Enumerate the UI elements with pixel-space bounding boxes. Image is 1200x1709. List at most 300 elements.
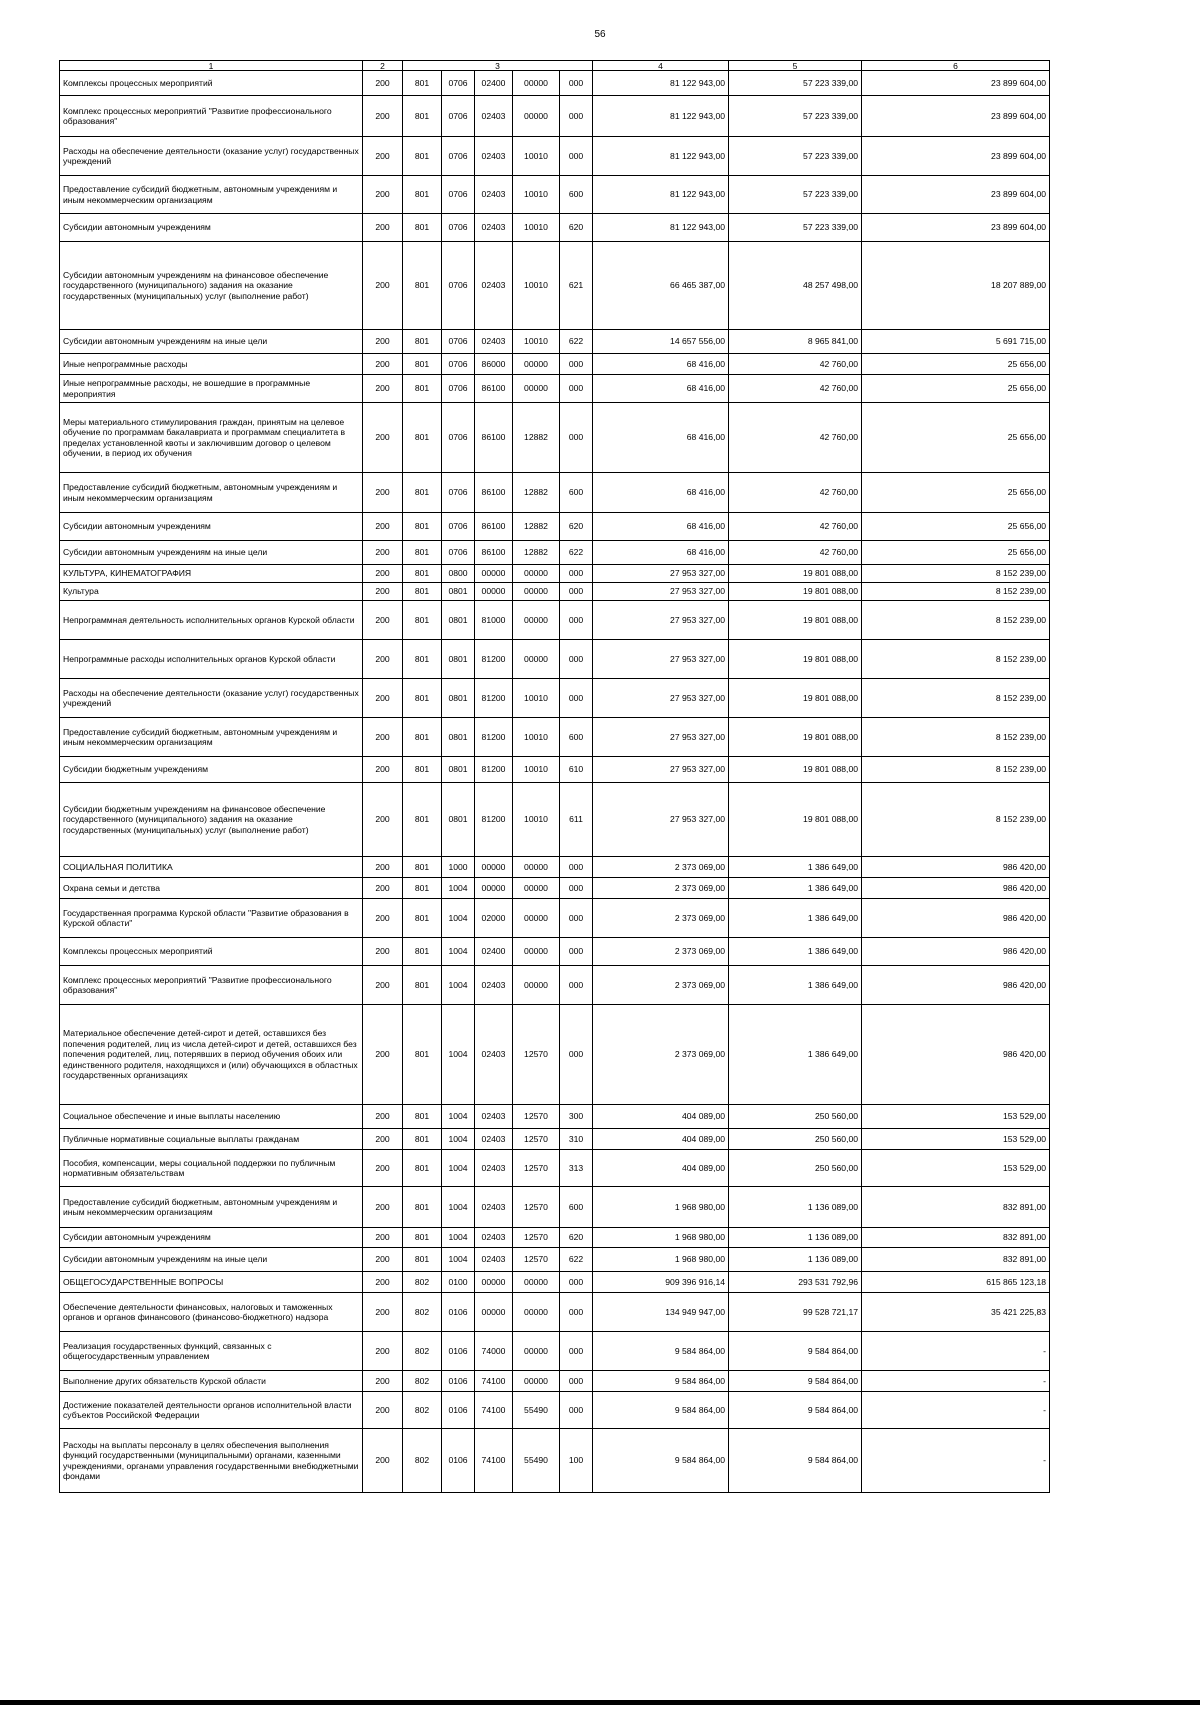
direction-code-cell: 00000 (513, 375, 560, 403)
expense-type-cell: 621 (560, 242, 593, 330)
col5-amount-cell: 42 760,00 (729, 541, 862, 565)
direction-code-cell: 12570 (513, 1129, 560, 1150)
col2-code-cell: 200 (363, 1272, 403, 1293)
col4-amount-cell: 404 089,00 (593, 1129, 729, 1150)
section-code-cell: 1004 (442, 966, 475, 1005)
col5-amount-cell: 1 386 649,00 (729, 857, 862, 878)
admin-code-cell: 801 (403, 403, 442, 473)
col5-amount-cell: 8 965 841,00 (729, 330, 862, 354)
program-code-cell: 02403 (475, 330, 513, 354)
col6-amount-cell: 615 865 123,18 (862, 1272, 1050, 1293)
expense-type-cell: 000 (560, 375, 593, 403)
expense-type-cell: 000 (560, 137, 593, 176)
section-code-cell: 0706 (442, 354, 475, 375)
direction-code-cell: 00000 (513, 583, 560, 601)
expense-type-cell: 000 (560, 899, 593, 938)
col5-amount-cell: 48 257 498,00 (729, 242, 862, 330)
admin-code-cell: 801 (403, 375, 442, 403)
section-code-cell: 0706 (442, 375, 475, 403)
section-code-cell: 0706 (442, 242, 475, 330)
program-code-cell: 02400 (475, 938, 513, 966)
col2-code-cell: 200 (363, 242, 403, 330)
section-code-cell: 1004 (442, 878, 475, 899)
admin-code-cell: 802 (403, 1392, 442, 1429)
program-code-cell: 86100 (475, 541, 513, 565)
expense-type-cell: 000 (560, 565, 593, 583)
expense-type-cell: 313 (560, 1150, 593, 1187)
row-name-cell: Расходы на обеспечение деятельности (оказание услуг) государственных учреждений (60, 137, 363, 176)
section-code-cell: 1004 (442, 1248, 475, 1272)
col5-amount-cell: 57 223 339,00 (729, 96, 862, 137)
col6-amount-cell: 986 420,00 (862, 966, 1050, 1005)
row-name-cell: Реализация государственных функций, связанных с общегосударственным управлением (60, 1332, 363, 1371)
col2-code-cell: 200 (363, 330, 403, 354)
direction-code-cell: 00000 (513, 1371, 560, 1392)
col4-amount-cell: 27 953 327,00 (593, 783, 729, 857)
row-name-cell: Меры материального стимулирования граждан, принятым на целевое обучение по программам бакалавриата и программам специалитета в пределах установленной квоты и заключившим договор о целевом обучении, в период их обучения (60, 403, 363, 473)
col6-amount-cell: 23 899 604,00 (862, 214, 1050, 242)
col2-code-cell: 200 (363, 1129, 403, 1150)
col2-code-cell: 200 (363, 71, 403, 96)
direction-code-cell: 10010 (513, 176, 560, 214)
col5-amount-cell: 19 801 088,00 (729, 640, 862, 679)
col5-amount-cell: 9 584 864,00 (729, 1392, 862, 1429)
table-row (60, 242, 1050, 330)
program-code-cell: 02403 (475, 1228, 513, 1248)
col5-amount-cell: 9 584 864,00 (729, 1371, 862, 1392)
program-code-cell: 81200 (475, 783, 513, 857)
section-code-cell: 1004 (442, 938, 475, 966)
row-name-cell: Обеспечение деятельности финансовых, налоговых и таможенных органов и органов финансового (финансово-бюджетного) надзора (60, 1293, 363, 1332)
admin-code-cell: 801 (403, 1187, 442, 1228)
col2-code-cell: 200 (363, 1371, 403, 1392)
direction-code-cell: 10010 (513, 757, 560, 783)
col2-code-cell: 200 (363, 1293, 403, 1332)
table-row (60, 857, 1050, 878)
table-row (60, 1293, 1050, 1332)
col6-amount-cell: 832 891,00 (862, 1248, 1050, 1272)
table-row (60, 330, 1050, 354)
direction-code-cell: 00000 (513, 1272, 560, 1293)
program-code-cell: 02403 (475, 966, 513, 1005)
table-row (60, 1150, 1050, 1187)
admin-code-cell: 801 (403, 565, 442, 583)
program-code-cell: 86100 (475, 513, 513, 541)
table-row (60, 1332, 1050, 1371)
program-code-cell: 81200 (475, 757, 513, 783)
row-name-cell: Иные непрограммные расходы, не вошедшие в программные мероприятия (60, 375, 363, 403)
col6-amount-cell: 986 420,00 (862, 938, 1050, 966)
expense-type-cell: 000 (560, 679, 593, 718)
expense-type-cell: 000 (560, 1392, 593, 1429)
table-row (60, 1187, 1050, 1228)
col5-amount-cell: 19 801 088,00 (729, 718, 862, 757)
header-cell-col2: 2 (363, 61, 403, 71)
col5-amount-cell: 57 223 339,00 (729, 176, 862, 214)
section-code-cell: 1004 (442, 1187, 475, 1228)
direction-code-cell: 12570 (513, 1187, 560, 1228)
col2-code-cell: 200 (363, 583, 403, 601)
col2-code-cell: 200 (363, 601, 403, 640)
col4-amount-cell: 909 396 916,14 (593, 1272, 729, 1293)
admin-code-cell: 801 (403, 1129, 442, 1150)
col5-amount-cell: 19 801 088,00 (729, 565, 862, 583)
expense-type-cell: 600 (560, 718, 593, 757)
col6-amount-cell: 986 420,00 (862, 878, 1050, 899)
col2-code-cell: 200 (363, 1105, 403, 1129)
table-row (60, 899, 1050, 938)
program-code-cell: 81000 (475, 601, 513, 640)
col5-amount-cell: 42 760,00 (729, 473, 862, 513)
row-name-cell: Расходы на выплаты персоналу в целях обеспечения выполнения функций государственными (муниципальными) органами, казенными учреждениями, органами управления государственными внебюджетными фондами (60, 1429, 363, 1493)
section-code-cell: 1004 (442, 1005, 475, 1105)
expense-type-cell: 000 (560, 96, 593, 137)
program-code-cell: 02403 (475, 176, 513, 214)
col2-code-cell: 200 (363, 214, 403, 242)
row-name-cell: Предоставление субсидий бюджетным, автономным учреждениям и иным некоммерческим организациям (60, 473, 363, 513)
col2-code-cell: 200 (363, 565, 403, 583)
section-code-cell: 0706 (442, 513, 475, 541)
direction-code-cell: 10010 (513, 679, 560, 718)
expense-type-cell: 600 (560, 176, 593, 214)
admin-code-cell: 801 (403, 757, 442, 783)
section-code-cell: 0706 (442, 71, 475, 96)
expense-type-cell: 000 (560, 1371, 593, 1392)
expense-type-cell: 620 (560, 513, 593, 541)
section-code-cell: 0100 (442, 1272, 475, 1293)
col6-amount-cell: - (862, 1429, 1050, 1493)
table-row (60, 473, 1050, 513)
col4-amount-cell: 404 089,00 (593, 1105, 729, 1129)
col4-amount-cell: 9 584 864,00 (593, 1392, 729, 1429)
col5-amount-cell: 250 560,00 (729, 1150, 862, 1187)
direction-code-cell: 00000 (513, 601, 560, 640)
expense-type-cell: 620 (560, 214, 593, 242)
table-row (60, 403, 1050, 473)
admin-code-cell: 801 (403, 583, 442, 601)
col2-code-cell: 200 (363, 757, 403, 783)
admin-code-cell: 801 (403, 354, 442, 375)
col2-code-cell: 200 (363, 354, 403, 375)
table-row (60, 513, 1050, 541)
table-row (60, 679, 1050, 718)
header-cell-col5: 5 (729, 61, 862, 71)
row-name-cell: Культура (60, 583, 363, 601)
col5-amount-cell: 19 801 088,00 (729, 601, 862, 640)
header-cell-col4: 4 (593, 61, 729, 71)
direction-code-cell: 00000 (513, 96, 560, 137)
admin-code-cell: 801 (403, 718, 442, 757)
col5-amount-cell: 1 136 089,00 (729, 1248, 862, 1272)
admin-code-cell: 802 (403, 1371, 442, 1392)
program-code-cell: 02403 (475, 1005, 513, 1105)
col2-code-cell: 200 (363, 96, 403, 137)
col4-amount-cell: 404 089,00 (593, 1150, 729, 1187)
col6-amount-cell: 23 899 604,00 (862, 96, 1050, 137)
program-code-cell: 02403 (475, 1150, 513, 1187)
direction-code-cell: 10010 (513, 718, 560, 757)
program-code-cell: 00000 (475, 565, 513, 583)
row-name-cell: Предоставление субсидий бюджетным, автономным учреждениям и иным некоммерческим организациям (60, 1187, 363, 1228)
direction-code-cell: 00000 (513, 71, 560, 96)
col5-amount-cell: 9 584 864,00 (729, 1429, 862, 1493)
expense-type-cell: 310 (560, 1129, 593, 1150)
expense-type-cell: 610 (560, 757, 593, 783)
col2-code-cell: 200 (363, 1228, 403, 1248)
col5-amount-cell: 9 584 864,00 (729, 1332, 862, 1371)
admin-code-cell: 801 (403, 1150, 442, 1187)
section-code-cell: 1004 (442, 1228, 475, 1248)
program-code-cell: 00000 (475, 878, 513, 899)
row-name-cell: Достижение показателей деятельности органов исполнительной власти субъектов Российской Федерации (60, 1392, 363, 1429)
col4-amount-cell: 27 953 327,00 (593, 583, 729, 601)
row-name-cell: Охрана семьи и детства (60, 878, 363, 899)
col4-amount-cell: 2 373 069,00 (593, 938, 729, 966)
expense-type-cell: 600 (560, 1187, 593, 1228)
col4-amount-cell: 68 416,00 (593, 473, 729, 513)
col2-code-cell: 200 (363, 513, 403, 541)
col5-amount-cell: 1 136 089,00 (729, 1187, 862, 1228)
expense-type-cell: 000 (560, 640, 593, 679)
admin-code-cell: 801 (403, 1005, 442, 1105)
section-code-cell: 0706 (442, 541, 475, 565)
section-code-cell: 1000 (442, 857, 475, 878)
expense-type-cell: 000 (560, 583, 593, 601)
admin-code-cell: 801 (403, 966, 442, 1005)
row-name-cell: Субсидии бюджетным учреждениям (60, 757, 363, 783)
admin-code-cell: 801 (403, 1228, 442, 1248)
direction-code-cell: 10010 (513, 330, 560, 354)
col6-amount-cell: 832 891,00 (862, 1187, 1050, 1228)
expense-type-cell: 620 (560, 1228, 593, 1248)
expense-type-cell: 622 (560, 541, 593, 565)
expense-type-cell: 600 (560, 473, 593, 513)
program-code-cell: 02400 (475, 71, 513, 96)
col6-amount-cell: 25 656,00 (862, 354, 1050, 375)
row-name-cell: Предоставление субсидий бюджетным, автономным учреждениям и иным некоммерческим организациям (60, 176, 363, 214)
col2-code-cell: 200 (363, 899, 403, 938)
expense-type-cell: 000 (560, 1005, 593, 1105)
col6-amount-cell: 25 656,00 (862, 473, 1050, 513)
direction-code-cell: 12882 (513, 473, 560, 513)
col6-amount-cell: 23 899 604,00 (862, 176, 1050, 214)
col4-amount-cell: 81 122 943,00 (593, 71, 729, 96)
col5-amount-cell: 250 560,00 (729, 1129, 862, 1150)
admin-code-cell: 801 (403, 878, 442, 899)
row-name-cell: Субсидии автономным учреждениям на иные цели (60, 330, 363, 354)
direction-code-cell: 00000 (513, 565, 560, 583)
col4-amount-cell: 1 968 980,00 (593, 1248, 729, 1272)
col2-code-cell: 200 (363, 176, 403, 214)
expense-type-cell: 300 (560, 1105, 593, 1129)
col6-amount-cell: 25 656,00 (862, 403, 1050, 473)
col6-amount-cell: 25 656,00 (862, 513, 1050, 541)
table-row (60, 757, 1050, 783)
admin-code-cell: 802 (403, 1272, 442, 1293)
table-row (60, 71, 1050, 96)
col6-amount-cell: 8 152 239,00 (862, 783, 1050, 857)
budget-table (59, 60, 1050, 1493)
col6-amount-cell: 153 529,00 (862, 1105, 1050, 1129)
row-name-cell: Комплексы процессных мероприятий (60, 71, 363, 96)
expense-type-cell: 622 (560, 1248, 593, 1272)
table-row (60, 137, 1050, 176)
col2-code-cell: 200 (363, 966, 403, 1005)
col4-amount-cell: 27 953 327,00 (593, 565, 729, 583)
row-name-cell: Комплексы процессных мероприятий (60, 938, 363, 966)
direction-code-cell: 12882 (513, 513, 560, 541)
admin-code-cell: 801 (403, 71, 442, 96)
col6-amount-cell: 8 152 239,00 (862, 757, 1050, 783)
col5-amount-cell: 250 560,00 (729, 1105, 862, 1129)
col5-amount-cell: 19 801 088,00 (729, 783, 862, 857)
col5-amount-cell: 1 386 649,00 (729, 899, 862, 938)
expense-type-cell: 000 (560, 938, 593, 966)
col2-code-cell: 200 (363, 1332, 403, 1371)
program-code-cell: 74100 (475, 1392, 513, 1429)
row-name-cell: СОЦИАЛЬНАЯ ПОЛИТИКА (60, 857, 363, 878)
col4-amount-cell: 27 953 327,00 (593, 601, 729, 640)
program-code-cell: 81200 (475, 718, 513, 757)
direction-code-cell: 12570 (513, 1150, 560, 1187)
program-code-cell: 81200 (475, 640, 513, 679)
section-code-cell: 0706 (442, 176, 475, 214)
col4-amount-cell: 134 949 947,00 (593, 1293, 729, 1332)
col6-amount-cell: 986 420,00 (862, 899, 1050, 938)
section-code-cell: 0706 (442, 330, 475, 354)
table-row (60, 1228, 1050, 1248)
expense-type-cell: 000 (560, 1332, 593, 1371)
direction-code-cell: 00000 (513, 857, 560, 878)
table-row (60, 601, 1050, 640)
table-row (60, 718, 1050, 757)
direction-code-cell: 12882 (513, 403, 560, 473)
table-row (60, 966, 1050, 1005)
col5-amount-cell: 1 386 649,00 (729, 878, 862, 899)
col5-amount-cell: 1 386 649,00 (729, 966, 862, 1005)
header-cell-col6: 6 (862, 61, 1050, 71)
col6-amount-cell: - (862, 1392, 1050, 1429)
col6-amount-cell: 35 421 225,83 (862, 1293, 1050, 1332)
col5-amount-cell: 42 760,00 (729, 513, 862, 541)
direction-code-cell: 00000 (513, 966, 560, 1005)
col5-amount-cell: 293 531 792,96 (729, 1272, 862, 1293)
direction-code-cell: 00000 (513, 640, 560, 679)
col5-amount-cell: 42 760,00 (729, 403, 862, 473)
direction-code-cell: 10010 (513, 214, 560, 242)
admin-code-cell: 801 (403, 473, 442, 513)
program-code-cell: 02403 (475, 214, 513, 242)
section-code-cell: 0801 (442, 583, 475, 601)
col4-amount-cell: 68 416,00 (593, 375, 729, 403)
table-row (60, 214, 1050, 242)
col4-amount-cell: 66 465 387,00 (593, 242, 729, 330)
col4-amount-cell: 9 584 864,00 (593, 1429, 729, 1493)
table-row (60, 1005, 1050, 1105)
col4-amount-cell: 27 953 327,00 (593, 757, 729, 783)
col4-amount-cell: 1 968 980,00 (593, 1187, 729, 1228)
direction-code-cell: 12570 (513, 1248, 560, 1272)
header-cell-col3: 3 (403, 61, 593, 71)
program-code-cell: 00000 (475, 1293, 513, 1332)
expense-type-cell: 000 (560, 1293, 593, 1332)
row-name-cell: Непрограммные расходы исполнительных органов Курской области (60, 640, 363, 679)
program-code-cell: 86100 (475, 403, 513, 473)
section-code-cell: 0106 (442, 1429, 475, 1493)
admin-code-cell: 801 (403, 513, 442, 541)
col6-amount-cell: 8 152 239,00 (862, 718, 1050, 757)
header-cell-col1: 1 (60, 61, 363, 71)
col6-amount-cell: 25 656,00 (862, 541, 1050, 565)
expense-type-cell: 000 (560, 354, 593, 375)
program-code-cell: 00000 (475, 1272, 513, 1293)
expense-type-cell: 000 (560, 878, 593, 899)
section-code-cell: 1004 (442, 1129, 475, 1150)
admin-code-cell: 801 (403, 938, 442, 966)
admin-code-cell: 801 (403, 857, 442, 878)
row-name-cell: Субсидии автономным учреждениям на иные цели (60, 541, 363, 565)
col2-code-cell: 200 (363, 1392, 403, 1429)
col4-amount-cell: 9 584 864,00 (593, 1332, 729, 1371)
row-name-cell: Субсидии автономным учреждениям (60, 513, 363, 541)
table-row (60, 1392, 1050, 1429)
col6-amount-cell: 23 899 604,00 (862, 71, 1050, 96)
row-name-cell: Субсидии автономным учреждениям (60, 214, 363, 242)
section-code-cell: 1004 (442, 1105, 475, 1129)
program-code-cell: 74000 (475, 1332, 513, 1371)
section-code-cell: 0706 (442, 403, 475, 473)
col5-amount-cell: 19 801 088,00 (729, 679, 862, 718)
row-name-cell: Материальное обеспечение детей-сирот и детей, оставшихся без попечения родителей, лиц из числа детей-сирот и детей, оставшихся без попечения родителей, лиц, потерявших в период обучения обоих или единственного родителя, находящихся и (или) обучающихся в областных государственных организациях (60, 1005, 363, 1105)
admin-code-cell: 801 (403, 96, 442, 137)
section-code-cell: 1004 (442, 1150, 475, 1187)
col4-amount-cell: 27 953 327,00 (593, 718, 729, 757)
section-code-cell: 0706 (442, 214, 475, 242)
col5-amount-cell: 57 223 339,00 (729, 137, 862, 176)
direction-code-cell: 00000 (513, 1293, 560, 1332)
col4-amount-cell: 2 373 069,00 (593, 878, 729, 899)
section-code-cell: 0800 (442, 565, 475, 583)
direction-code-cell: 10010 (513, 137, 560, 176)
admin-code-cell: 802 (403, 1332, 442, 1371)
expense-type-cell: 000 (560, 966, 593, 1005)
col6-amount-cell: 18 207 889,00 (862, 242, 1050, 330)
col6-amount-cell: 153 529,00 (862, 1150, 1050, 1187)
table-body (60, 71, 1050, 1493)
section-code-cell: 0801 (442, 783, 475, 857)
table-row (60, 583, 1050, 601)
col5-amount-cell: 42 760,00 (729, 375, 862, 403)
section-code-cell: 1004 (442, 899, 475, 938)
admin-code-cell: 801 (403, 242, 442, 330)
col2-code-cell: 200 (363, 718, 403, 757)
col4-amount-cell: 2 373 069,00 (593, 857, 729, 878)
admin-code-cell: 801 (403, 679, 442, 718)
table-row (60, 1272, 1050, 1293)
admin-code-cell: 801 (403, 214, 442, 242)
table-row (60, 878, 1050, 899)
col4-amount-cell: 81 122 943,00 (593, 176, 729, 214)
table-row (60, 1371, 1050, 1392)
table-row (60, 938, 1050, 966)
program-code-cell: 02403 (475, 1129, 513, 1150)
col4-amount-cell: 9 584 864,00 (593, 1371, 729, 1392)
row-name-cell: Субсидии автономным учреждениям на иные цели (60, 1248, 363, 1272)
section-code-cell: 0706 (442, 473, 475, 513)
col4-amount-cell: 2 373 069,00 (593, 966, 729, 1005)
section-code-cell: 0706 (442, 96, 475, 137)
row-name-cell: Субсидии автономным учреждениям на финансовое обеспечение государственного (муниципального) задания на оказание государственных (муниципальных) услуг (выполнение работ) (60, 242, 363, 330)
